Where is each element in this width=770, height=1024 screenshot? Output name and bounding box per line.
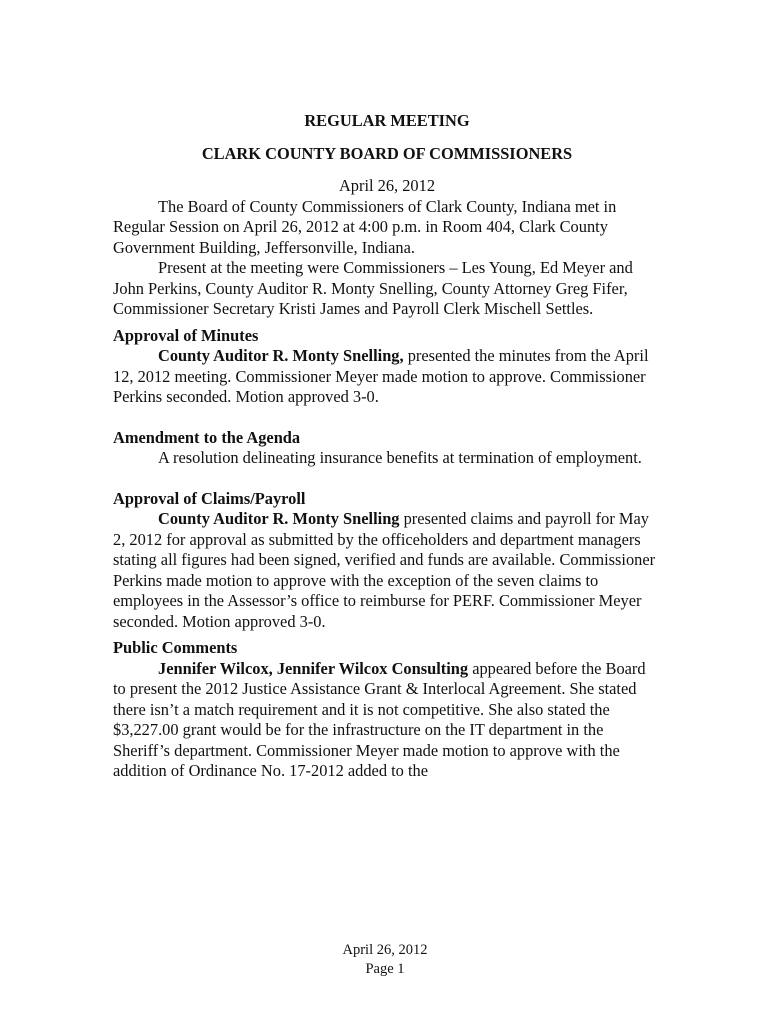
amendment-heading: Amendment to the Agenda	[113, 427, 301, 447]
minutes-heading: Approval of Minutes	[113, 325, 259, 345]
meeting-title: REGULAR MEETING	[304, 111, 470, 130]
document-body	[113, 111, 661, 782]
public-comments-speaker: Jennifer Wilcox, Jennifer Wilcox Consulting	[158, 658, 469, 678]
claims-text: presented claims and payroll for May 2, 2012 for approval as submitted by the officeholders and department managers stating all figures had been signed, verified and funds are available. Commissioner Perkins made motion to approve with the exception of the seven claims to employees in the Assessor’s office to reimburse for PERF. Commissioner Meyer seconded. Motion approved 3-0.	[113, 509, 656, 631]
minutes-paragraph	[113, 346, 661, 408]
amendment-paragraph: A resolution delineating insurance benefits at termination of employment.	[158, 448, 642, 467]
page-footer	[285, 941, 485, 979]
footer-page-number: Page 1	[365, 961, 405, 977]
attendance-paragraph: Present at the meeting were Commissioners – Les Young, Ed Meyer and John Perkins, County Auditor R. Monty Snelling, County Attorney Greg Fifer, Commissioner Secretary Kristi James and Payroll Clerk Mischell Settles.	[113, 258, 633, 318]
minutes-text: presented the minutes from the April 12, 2012 meeting. Commissioner Meyer made motion to approve. Commissioner Perkins seconded. Motion approved 3-0.	[113, 346, 649, 406]
intro-paragraph: The Board of County Commissioners of Clark County, Indiana met in Regular Session on April 26, 2012 at 4:00 p.m. in Room 404, Clark County Government Building, Jeffersonville, Indiana.	[113, 196, 617, 257]
claims-paragraph	[113, 509, 661, 632]
claims-heading: Approval of Claims/Payroll	[113, 488, 306, 508]
public-comments-paragraph	[113, 659, 661, 782]
board-title: CLARK COUNTY BOARD OF COMMISSIONERS	[201, 143, 573, 163]
public-comments-heading: Public Comments	[113, 638, 238, 657]
meeting-date: April 26, 2012	[338, 176, 436, 195]
footer-date: April 26, 2012	[342, 942, 428, 958]
minutes-speaker: County Auditor R. Monty Snelling,	[158, 346, 404, 365]
public-comments-text: appeared before the Board to present the 2012 Justice Assistance Grant & Interlocal Agreement. She stated there isn’t a match requirement and it is not competitive. She also stated the $3,227.00 grant would be for the infrastructure on the IT department in the Sheriff’s department. Commissioner Meyer made motion to approve with the addition of Ordinance No. 17-2012 added to the	[113, 658, 646, 780]
claims-speaker: County Auditor R. Monty Snelling	[158, 509, 400, 528]
